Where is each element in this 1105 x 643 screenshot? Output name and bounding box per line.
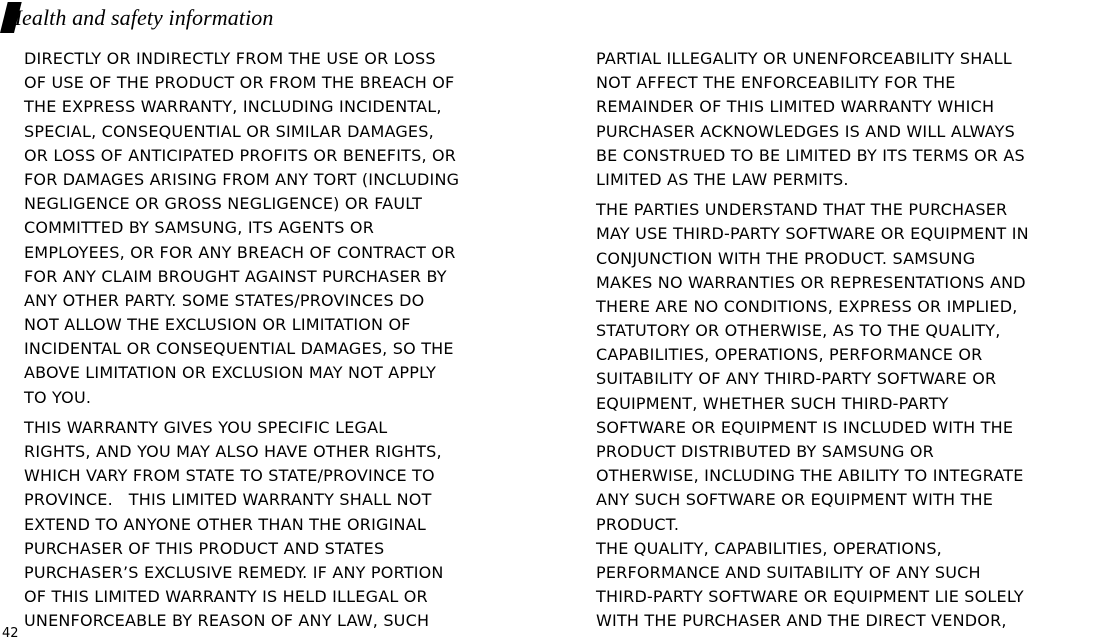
text-line: THIS WARRANTY GIVES YOU SPECIFIC LEGAL — [24, 417, 388, 437]
text-line: PURCHASER ACKNOWLEDGES IS AND WILL ALWAYS — [596, 121, 1016, 141]
text-line: PRODUCT DISTRIBUTED BY SAMSUNG OR — [596, 442, 934, 461]
text-line: TO YOU. — [24, 387, 92, 407]
text-line: COMMITTED BY SAMSUNG, ITS AGENTS OR — [24, 218, 375, 238]
text-line: NOT AFFECT THE ENFORCEABILITY FOR THE — [596, 73, 956, 93]
text-line: PRODUCT. — [596, 514, 680, 534]
text-line: DIRECTLY OR INDIRECTLY FROM THE USE OR LOSS — [24, 49, 436, 68]
text-line: PURCHASER’S EXCLUSIVE REMEDY. IF ANY PORTION — [24, 562, 444, 582]
text-line: NEGLIGENCE OR GROSS NEGLIGENCE) OR FAULT — [24, 194, 423, 214]
text-line: THE QUALITY, CAPABILITIES, OPERATIONS, — [596, 538, 942, 558]
text-line: SOFTWARE OR EQUIPMENT IS INCLUDED WITH THE — [596, 417, 1014, 437]
text-line: REMAINDER OF THIS LIMITED WARRANTY WHICH — [596, 97, 995, 117]
text-line: PERFORMANCE AND SUITABILITY OF ANY SUCH — [596, 562, 981, 582]
text-line: SUITABILITY OF ANY THIRD-PARTY SOFTWARE OR — [596, 369, 997, 389]
text-line: INCIDENTAL OR CONSEQUENTIAL DAMAGES, SO THE — [24, 339, 454, 359]
page-number: 42 — [2, 626, 19, 641]
section-header — [0, 0, 1105, 37]
text-line: OR LOSS OF ANTICIPATED PROFITS OR BENEFITS, OR — [24, 145, 457, 165]
warranty-paragraph-damages — [24, 47, 544, 410]
left-text-column — [24, 47, 544, 634]
text-line: OTHERWISE, INCLUDING THE ABILITY TO INTEGRATE — [596, 466, 1024, 486]
text-line: THERE ARE NO CONDITIONS, EXPRESS OR IMPLIED, — [596, 296, 1018, 316]
text-line: STATUTORY OR OTHERWISE, AS TO THE QUALITY, — [596, 321, 1001, 341]
text-line: PROVINCE. THIS LIMITED WARRANTY SHALL NOT — [24, 490, 432, 510]
right-text-column — [596, 47, 1105, 634]
text-line: CAPABILITIES, OPERATIONS, PERFORMANCE OR — [596, 345, 983, 365]
text-line: EXTEND TO ANYONE OTHER THAN THE ORIGINAL — [24, 514, 426, 534]
text-line: PARTIAL ILLEGALITY OR UNENFORCEABILITY SHALL — [596, 49, 1012, 68]
text-line: BE CONSTRUED TO BE LIMITED BY ITS TERMS OR AS — [596, 145, 1025, 165]
text-line: MAY USE THIRD-PARTY SOFTWARE OR EQUIPMENT IN — [596, 224, 1029, 244]
text-line: OF THIS LIMITED WARRANTY IS HELD ILLEGAL OR — [24, 587, 428, 607]
text-line: THE PARTIES UNDERSTAND THAT THE PURCHASER — [596, 200, 1008, 220]
warranty-paragraph-enforceability — [596, 47, 1105, 192]
text-line: EQUIPMENT, WHETHER SUCH THIRD-PARTY — [596, 393, 949, 413]
text-line: THIRD-PARTY SOFTWARE OR EQUIPMENT LIE SOLELY — [596, 587, 1024, 607]
text-line: UNENFORCEABLE BY REASON OF ANY LAW, SUCH — [24, 611, 430, 631]
text-line: SPECIAL, CONSEQUENTIAL OR SIMILAR DAMAGES, — [24, 121, 434, 141]
text-line: WHICH VARY FROM STATE TO STATE/PROVINCE TO — [24, 466, 435, 486]
text-line: NOT ALLOW THE EXCLUSION OR LIMITATION OF — [24, 315, 411, 335]
warranty-paragraph-third-party — [596, 198, 1105, 633]
text-line: OF USE OF THE PRODUCT OR FROM THE BREACH OF — [24, 73, 455, 93]
text-line: LIMITED AS THE LAW PERMITS. — [596, 169, 849, 189]
text-line: FOR DAMAGES ARISING FROM ANY TORT (INCLUDING — [24, 169, 460, 189]
section-title: Health and safety information — [6, 5, 274, 30]
text-line: CONJUNCTION WITH THE PRODUCT. SAMSUNG — [596, 248, 976, 268]
text-line: WITH THE PURCHASER AND THE DIRECT VENDOR, — [596, 611, 1007, 631]
text-line: THE EXPRESS WARRANTY, INCLUDING INCIDENTAL, — [24, 97, 442, 117]
text-line: MAKES NO WARRANTIES OR REPRESENTATIONS AND — [596, 272, 1026, 292]
text-line: ANY SUCH SOFTWARE OR EQUIPMENT WITH THE — [596, 490, 994, 510]
text-line: EMPLOYEES, OR FOR ANY BREACH OF CONTRACT OR — [24, 242, 456, 262]
text-line: FOR ANY CLAIM BROUGHT AGAINST PURCHASER BY — [24, 266, 447, 286]
text-line: RIGHTS, AND YOU MAY ALSO HAVE OTHER RIGHTS, — [24, 442, 442, 461]
text-line: ABOVE LIMITATION OR EXCLUSION MAY NOT APPLY — [24, 363, 437, 383]
text-line: ANY OTHER PARTY. SOME STATES/PROVINCES DO — [24, 290, 425, 310]
text-line: PURCHASER OF THIS PRODUCT AND STATES — [24, 538, 385, 558]
warranty-paragraph-rights — [24, 416, 544, 634]
